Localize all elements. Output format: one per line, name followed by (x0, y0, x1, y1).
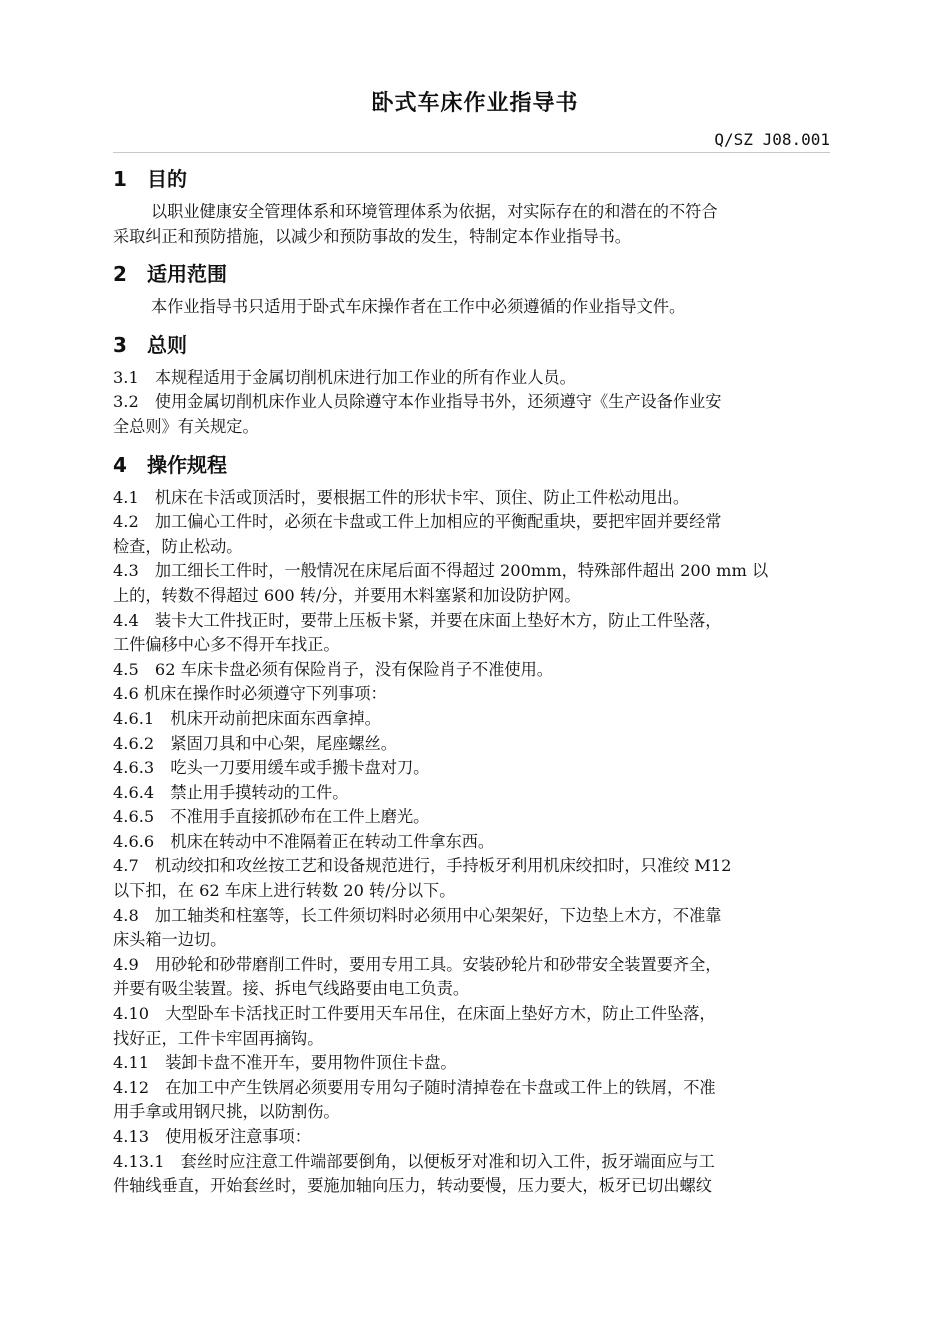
paragraph-line: 4.7 机动绞扣和攻丝按工艺和设备规范进行，手持板牙利用机床绞扣时，只准绞 M12 (113, 856, 732, 876)
section-number: 2 (113, 262, 127, 287)
paragraph-line: 4.3 加工细长工件时，一般情况在床尾后面不得超过 200mm，特殊部件超出 200 mm 以 (113, 561, 769, 581)
section-title: 操作规程 (147, 452, 227, 477)
paragraph-line: 全总则》有关规定。 (113, 416, 259, 436)
section-title: 总则 (147, 332, 187, 357)
paragraph-line: 以职业健康安全管理体系和环境管理体系为依据，对实际存在的和潜在的不符合 (151, 202, 718, 221)
paragraph-line: 4.10 大型卧车卡活找正时工件要用天车吊住，在床面上垫好方木，防止工件坠落， (113, 1004, 716, 1024)
paragraph-line: 4.8 加工轴类和柱塞等，长工件须切料时必须用中心架架好，下边垫上木方，不准靠 (113, 905, 722, 925)
paragraph-line: 3.1 本规程适用于金属切削机床进行加工作业的所有作业人员。 (113, 367, 576, 387)
paragraph-line: 采取纠正和预防措施，以减少和预防事故的发生，特制定本作业指导书。 (113, 226, 631, 246)
paragraph-line: 4.13 使用板牙注意事项： (113, 1127, 311, 1146)
document-code: Q/SZ J08.001 (714, 130, 830, 149)
paragraph-line: 4.13.1 套丝时应注意工件端部要倒角，以便板牙对准和切入工件，扳牙端面应与工 (113, 1151, 715, 1171)
paragraph-line: 并要有吸尘装置。接、拆电气线路要由电工负责。 (113, 979, 470, 999)
section-number: 1 (113, 167, 127, 191)
section-title: 目的 (147, 167, 187, 191)
paragraph-line: 4.2 加工偏心工件时，必须在卡盘或工件上加相应的平衡配重块，要把牢固并要经常 (113, 512, 722, 532)
paragraph-line: 4.6.4 禁止用手摸转动的工件。 (113, 782, 349, 802)
paragraph-line: 4.1 机床在卡活或顶活时，要根据工件的形状卡牢、顶住、防止工件松动甩出。 (113, 487, 690, 507)
paragraph-line: 工件偏移中心多不得开车找正。 (113, 635, 340, 655)
paragraph-line: 4.12 在加工中产生铁屑必须要用专用勾子随时清掉卷在卡盘或工件上的铁屑，不准 (113, 1077, 716, 1097)
paragraph-line: 3.2 使用金属切削机床作业人员除遵守本作业指导书外，还须遵守《生产设备作业安 (113, 392, 722, 412)
paragraph-line: 4.6 机床在操作时必须遵守下列事项： (113, 684, 387, 704)
header-divider (113, 152, 830, 153)
paragraph-line: 4.6.3 吃头一刀要用缓车或手搬卡盘对刀。 (113, 758, 430, 778)
section-heading-purpose (113, 166, 837, 192)
paragraph-line: 4.4 装卡大工件找正时，要带上压板卡紧，并要在床面上垫好木方，防止工件坠落， (113, 610, 722, 630)
section-heading-scope (113, 261, 837, 287)
document-title: 卧式车床作业指导书 (371, 91, 579, 116)
paragraph-line: 件轴线垂直，开始套丝时，要施加轴向压力，转动要慢，压力要大，板牙已切出螺纹 (113, 1176, 712, 1196)
paragraph-line: 4.6.2 紧固刀具和中心架，尾座螺丝。 (113, 733, 397, 753)
section-title: 适用范围 (147, 262, 227, 287)
paragraph-line: 上的，转数不得超过 600 转/分，并要用木料塞紧和加设防护网。 (113, 585, 581, 605)
paragraph-line: 检查，防止松动。 (113, 536, 243, 556)
section-number: 4 (113, 452, 127, 477)
paragraph-line: 本作业指导书只适用于卧式车床操作者在工作中必须遵循的作业指导文件。 (151, 297, 686, 317)
section-heading-general (113, 332, 837, 358)
paragraph-line: 4.5 62 车床卡盘必须有保险肖子，没有保险肖子不准使用。 (113, 659, 553, 679)
paragraph-line: 以下扣，在 62 车床上进行转数 20 转/分以下。 (113, 881, 456, 901)
paragraph-line: 4.9 用砂轮和砂带磨削工件时，要用专用工具。安装砂轮片和砂带安全装置要齐全， (113, 954, 722, 974)
paragraph-line: 找好正，工件卡牢固再摘钩。 (113, 1028, 324, 1048)
section-heading-procedures (113, 452, 837, 478)
paragraph-line: 床头箱一边切。 (113, 930, 227, 950)
paragraph-line: 4.6.1 机床开动前把床面东西拿掉。 (113, 708, 381, 728)
paragraph-line: 4.6.5 不准用手直接抓砂布在工件上磨光。 (113, 807, 430, 827)
paragraph-line: 4.6.6 机床在转动中不准隔着正在转动工件拿东西。 (113, 831, 495, 851)
document-body (113, 160, 837, 1199)
paragraph-line: 用手拿或用钢尺挑，以防割伤。 (113, 1102, 340, 1122)
paragraph-line: 4.11 装卸卡盘不准开车，要用物件顶住卡盘。 (113, 1053, 457, 1073)
section-number: 3 (113, 332, 127, 357)
